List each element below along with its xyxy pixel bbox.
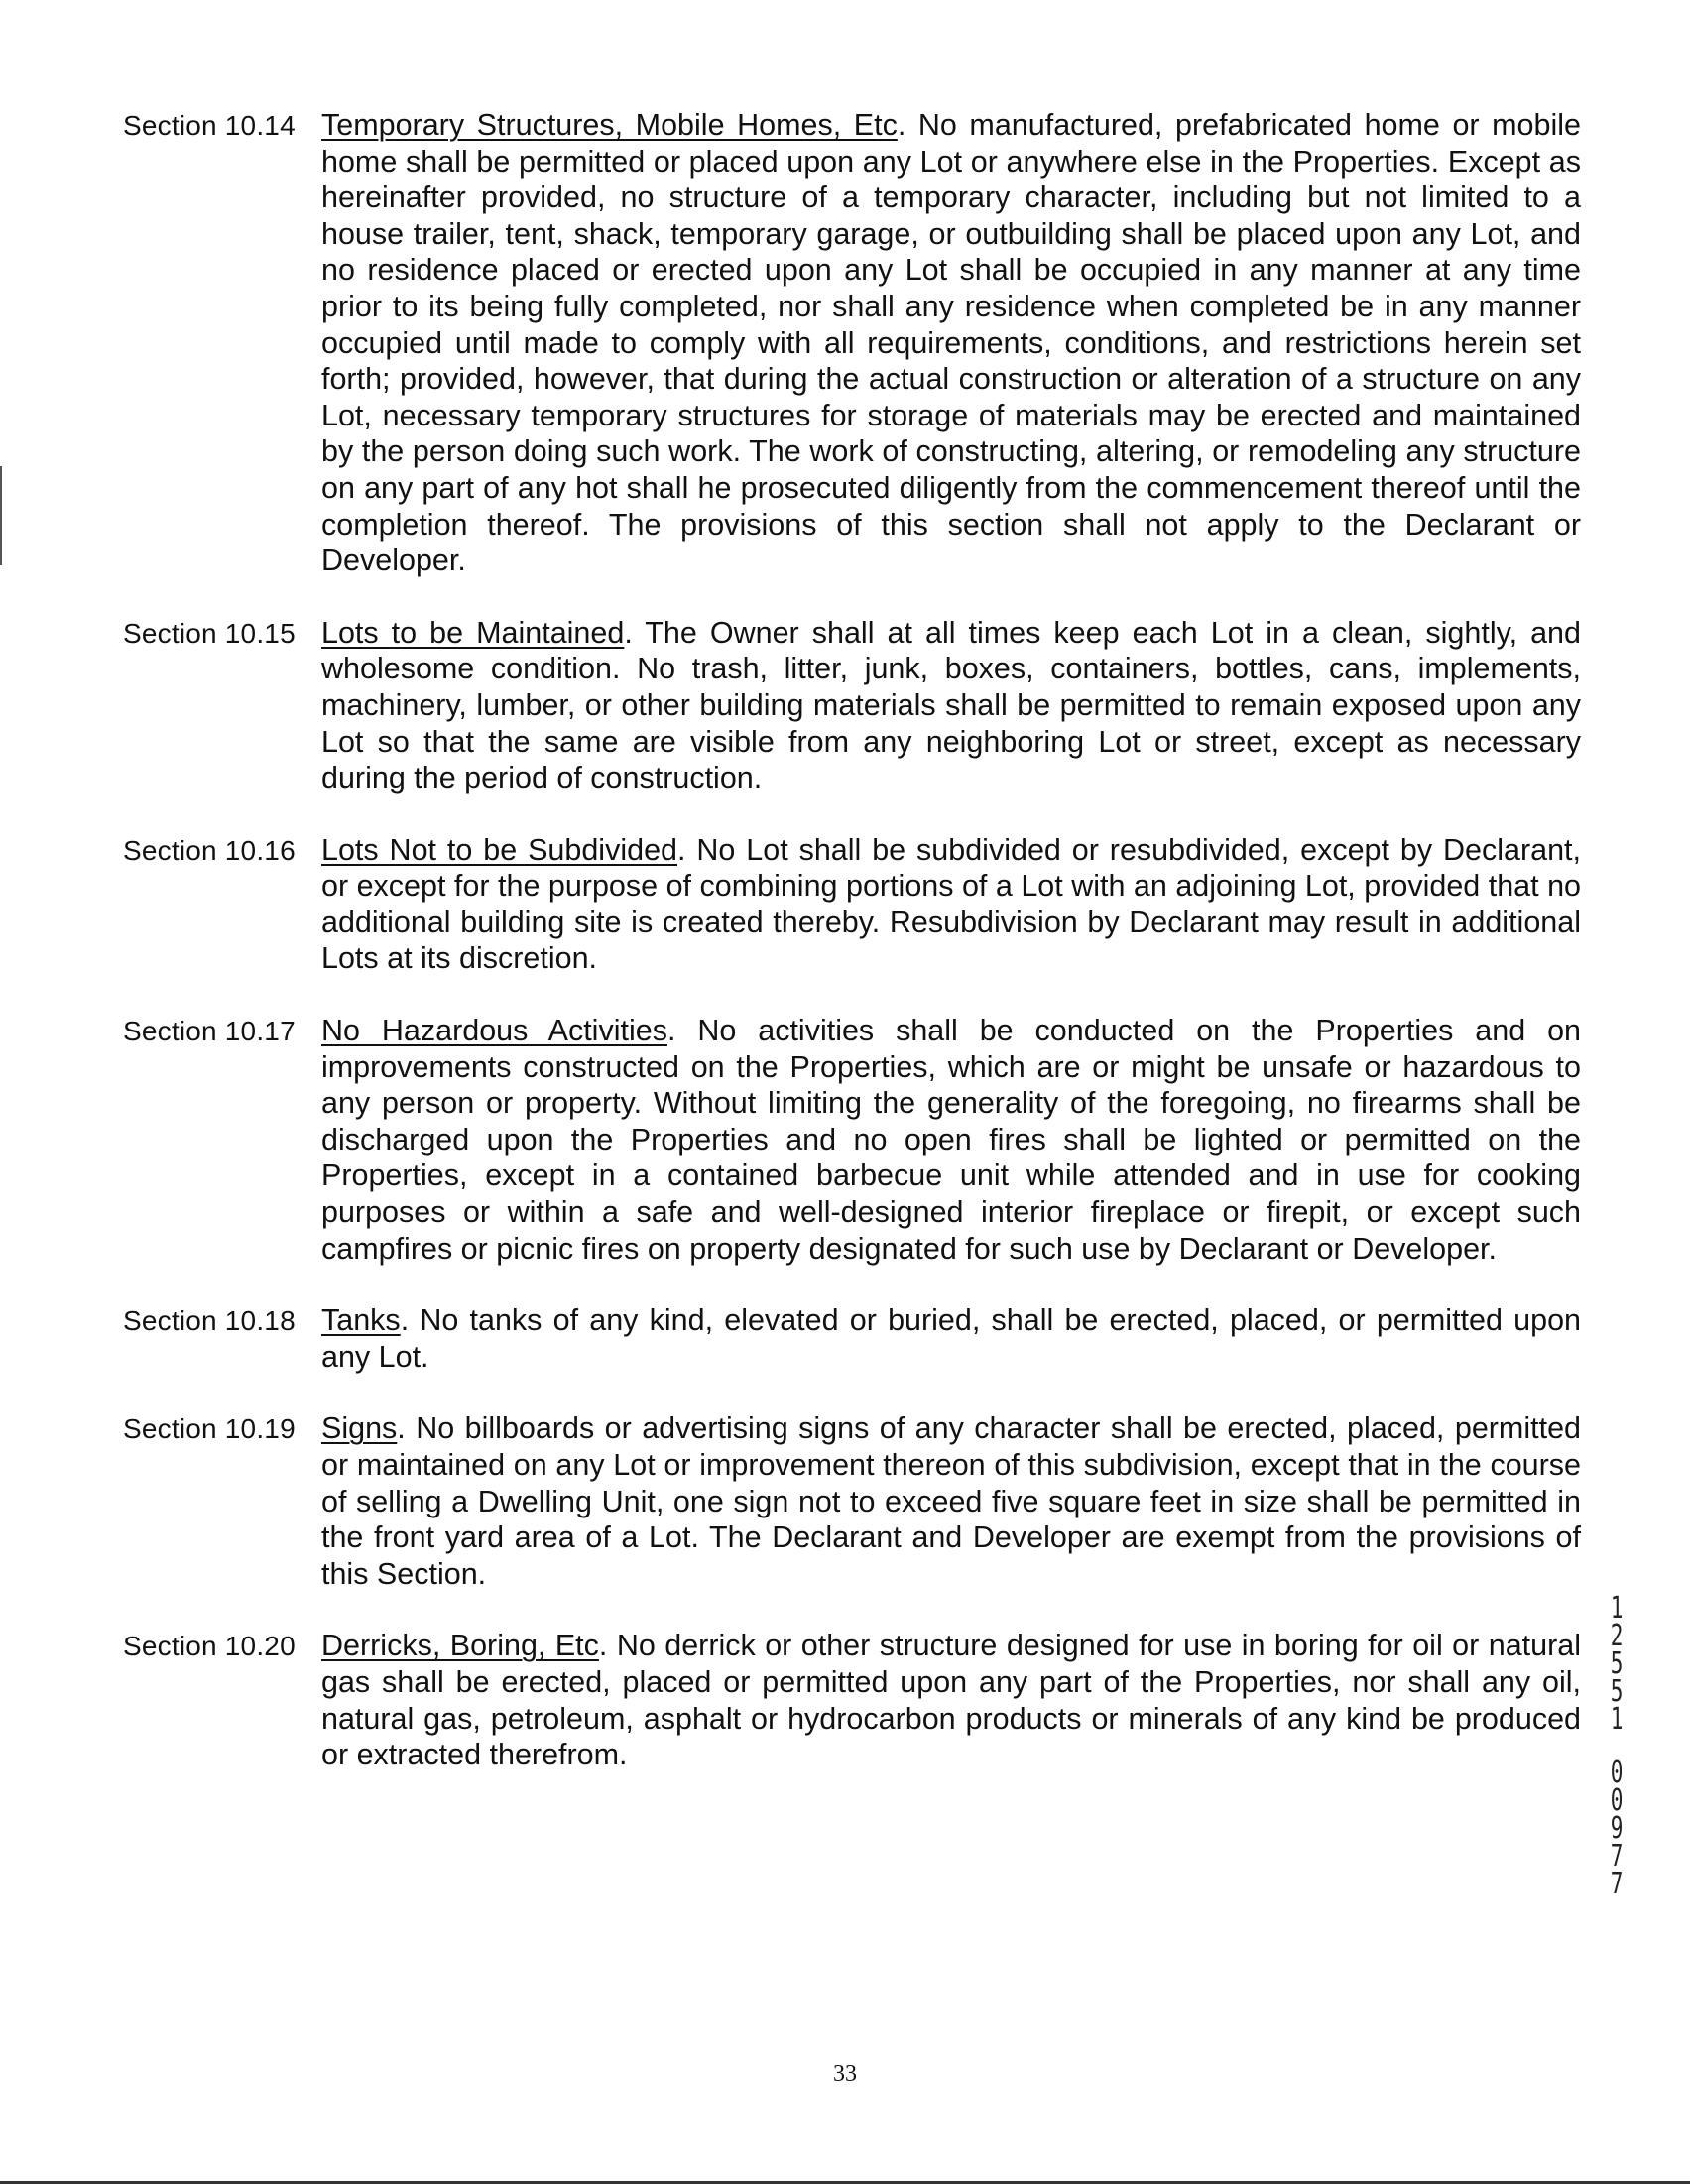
stamp-digit: 1 (1610, 1702, 1624, 1737)
stamp-digit: 5 (1610, 1646, 1624, 1681)
section-10-16 (123, 832, 1581, 977)
section-title: No Hazardous Activities (321, 1014, 667, 1048)
section-10-15 (123, 615, 1581, 796)
stamp-digit: 0 (1610, 1783, 1624, 1818)
stamp-digit: 7 (1610, 1839, 1624, 1874)
section-10-14 (123, 107, 1581, 579)
section-title: Tanks (321, 1303, 401, 1338)
section-title: Temporary Structures, Mobile Homes, Etc (321, 108, 898, 142)
section-number: Section 10.18 (123, 1305, 296, 1337)
section-number: Section 10.20 (123, 1631, 296, 1662)
section-text: . No derrick or other structure designed for use in boring for oil or natural gas shall be erected, placed or permitted upon any part of the Properties, nor shall any oil, natural gas, petroleum, asphalt or hydrocarbon products or minerals of any kind be produced or extracted therefrom. (321, 1629, 1581, 1772)
section-body (321, 1628, 1581, 1772)
section-text: . No billboards or advertising signs of any character shall be erected, placed, permitted or maintained on any Lot or improvement thereon of this subdivision, except that in the course of selling a Dwelling Unit, one sign not to exceed five square feet in size shall be permitted in the front yard area of a Lot. The Declarant and Developer are exempt from the provisions of this Section. (321, 1411, 1581, 1591)
section-title: Lots to be Maintained (321, 615, 625, 650)
stamp-digit: 7 (1610, 1867, 1624, 1901)
margin-recording-stamp (1597, 1591, 1636, 1901)
section-number: Section 10.16 (123, 834, 296, 866)
section-text: . No activities shall be conducted on the Properties and on improvements constructed on the Properties, which are or might be unsafe or hazardous to any person or property. Without limiting the generality of the foregoing, no firearms shall be discharged upon the Properties and no open fires shall be lighted or permitted on the Properties, except in a contained barbecue unit while attended and in use for cooking purposes or within a safe and well-designed interior fireplace or firepit, or except such campfires or picnic fires on property designated for such use by Declarant or Developer. (321, 1014, 1581, 1266)
section-number: Section 10.19 (123, 1413, 296, 1445)
section-text: . No Lot shall be subdivided or resubdivided, except by Declarant, or except for the purpose of combining portions of a Lot with an adjoining Lot, provided that no additional building site is created thereby. Resubdivision by Declarant may result in additional Lots at its discretion. (321, 832, 1581, 976)
stamp-digit: 2 (1610, 1619, 1624, 1653)
section-body (321, 1302, 1581, 1375)
page-number: 33 (833, 2061, 857, 2087)
section-number: Section 10.14 (123, 110, 296, 141)
stamp-digit: 9 (1610, 1811, 1624, 1846)
section-number: Section 10.17 (123, 1016, 296, 1047)
section-body (321, 615, 1581, 796)
section-body (321, 1013, 1581, 1267)
section-title: Lots Not to be Subdivided (321, 832, 678, 867)
scan-edge-mark (0, 466, 2, 565)
section-body (321, 1410, 1581, 1592)
stamp-digit: 5 (1610, 1674, 1624, 1709)
stamp-digit: 0 (1610, 1756, 1624, 1790)
section-title: Derricks, Boring, Etc (321, 1629, 599, 1663)
section-10-17 (123, 1013, 1581, 1267)
section-body (321, 832, 1581, 977)
section-text: . No tanks of any kind, elevated or buried, shall be erected, placed, or permitted upon any Lot. (321, 1303, 1581, 1374)
stamp-digit: 1 (1610, 1591, 1624, 1626)
section-text: . The Owner shall at all times keep each Lot in a clean, sightly, and wholesome condition. No trash, litter, junk, boxes, containers, bottles, cans, implements, machinery, lumber, or other building materials shall be permitted to remain exposed upon any Lot so that the same are visible from any neighboring Lot or street, except as necessary during the period of construction. (321, 615, 1581, 795)
section-10-20 (123, 1628, 1581, 1772)
section-title: Signs (321, 1411, 398, 1446)
section-10-19 (123, 1410, 1581, 1592)
section-body (321, 107, 1581, 579)
section-number: Section 10.15 (123, 617, 296, 649)
document-body (123, 107, 1581, 1809)
section-text: . No manufactured, prefabricated home or mobile home shall be permitted or placed upon any Lot or anywhere else in the Properties. Except as hereinafter provided, no structure of a temporary character, including but not limited to a house trailer, tent, shack, temporary garage, or outbuilding shall be placed upon any Lot, and no residence placed or erected upon any Lot shall be occupied in any manner at any time prior to its being fully completed, nor shall any residence when completed be in any manner occupied until made to comply with all requirements, conditions, and restrictions herein set forth; provided, however, that during the actual construction or alteration of a structure on any Lot, necessary temporary structures for storage of materials may be erected and maintained by the person doing such work. The work of constructing, altering, or remodeling any structure on any part of any hot shall he prosecuted diligently from the commencement thereof until the completion thereof. The provisions of this section shall not apply to the Declarant or Developer. (321, 108, 1581, 578)
section-10-18 (123, 1302, 1581, 1375)
